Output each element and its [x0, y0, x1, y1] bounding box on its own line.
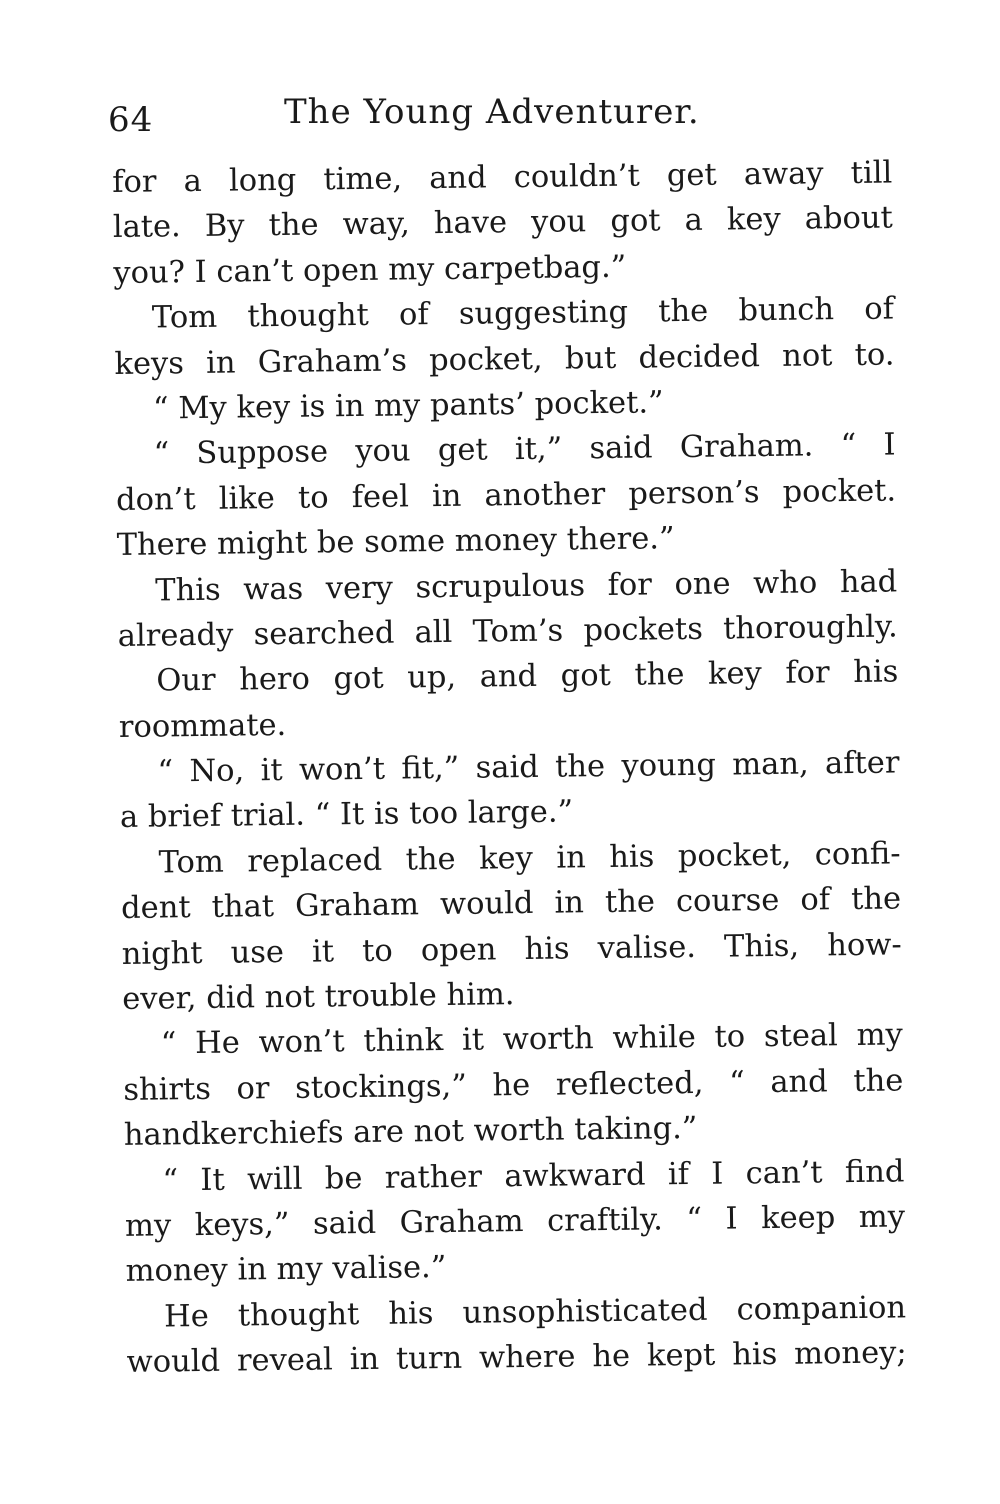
- text-line: Tom replaced the key in his pocket, confi-: [158, 836, 901, 881]
- text-line: “ He won’t think it worth while to steal my: [160, 1017, 903, 1062]
- text-line: “ Suppose you get it,” said Graham. “ I: [153, 427, 896, 472]
- page-number: 64: [108, 100, 154, 140]
- text-line: would reveal in turn where he kept his money;: [126, 1335, 907, 1381]
- text-line: night use it to open his valise. This, how-: [121, 927, 902, 972]
- text-line: Our hero got up, and got the key for his: [156, 654, 899, 699]
- text-line: shirts or stockings,” he reflected, “ and the: [123, 1063, 904, 1108]
- text-line: ever, did not trouble him.: [122, 977, 515, 1017]
- text-line: my keys,” said Graham craftily. “ I keep my: [124, 1199, 906, 1244]
- text-line: for a long time, and couldn’t get away till: [112, 155, 893, 200]
- text-line: dent that Graham would in the course of the: [120, 881, 902, 927]
- text-line: keys in Graham’s pocket, but decided not to.: [114, 337, 895, 382]
- text-line: you? I can’t open my carpetbag.”: [113, 249, 627, 291]
- text-line: already searched all Tom’s pockets thoroughly.: [117, 609, 898, 654]
- text-line: He thought his unsophisticated companion: [163, 1290, 907, 1335]
- page-header: [108, 92, 888, 142]
- running-title: The Young Adventurer.: [284, 92, 700, 132]
- text-line: “ No, it won’t fit,” said the young man, after: [157, 745, 900, 790]
- text-line: roommate.: [118, 707, 287, 745]
- body-text: [112, 150, 907, 1385]
- text-line: a brief trial. “ It is too large.”: [119, 794, 574, 836]
- text-line: late. By the way, have you got a key about: [112, 200, 893, 246]
- text-line: don’t like to feel in another person’s pocket.: [115, 473, 897, 518]
- text-line: There might be some money there.”: [116, 521, 675, 564]
- text-line: Tom thought of suggesting the bunch of: [151, 291, 895, 336]
- text-line: “ It will be rather awkward if I can’t find: [162, 1153, 905, 1199]
- text-line: handkerchiefs are not worth taking.”: [123, 1111, 698, 1154]
- text-line: This was very scrupulous for one who had: [155, 563, 898, 609]
- text-line: money in my valise.”: [125, 1250, 447, 1290]
- text-line: “ My key is in my pants’ pocket.”: [152, 385, 664, 427]
